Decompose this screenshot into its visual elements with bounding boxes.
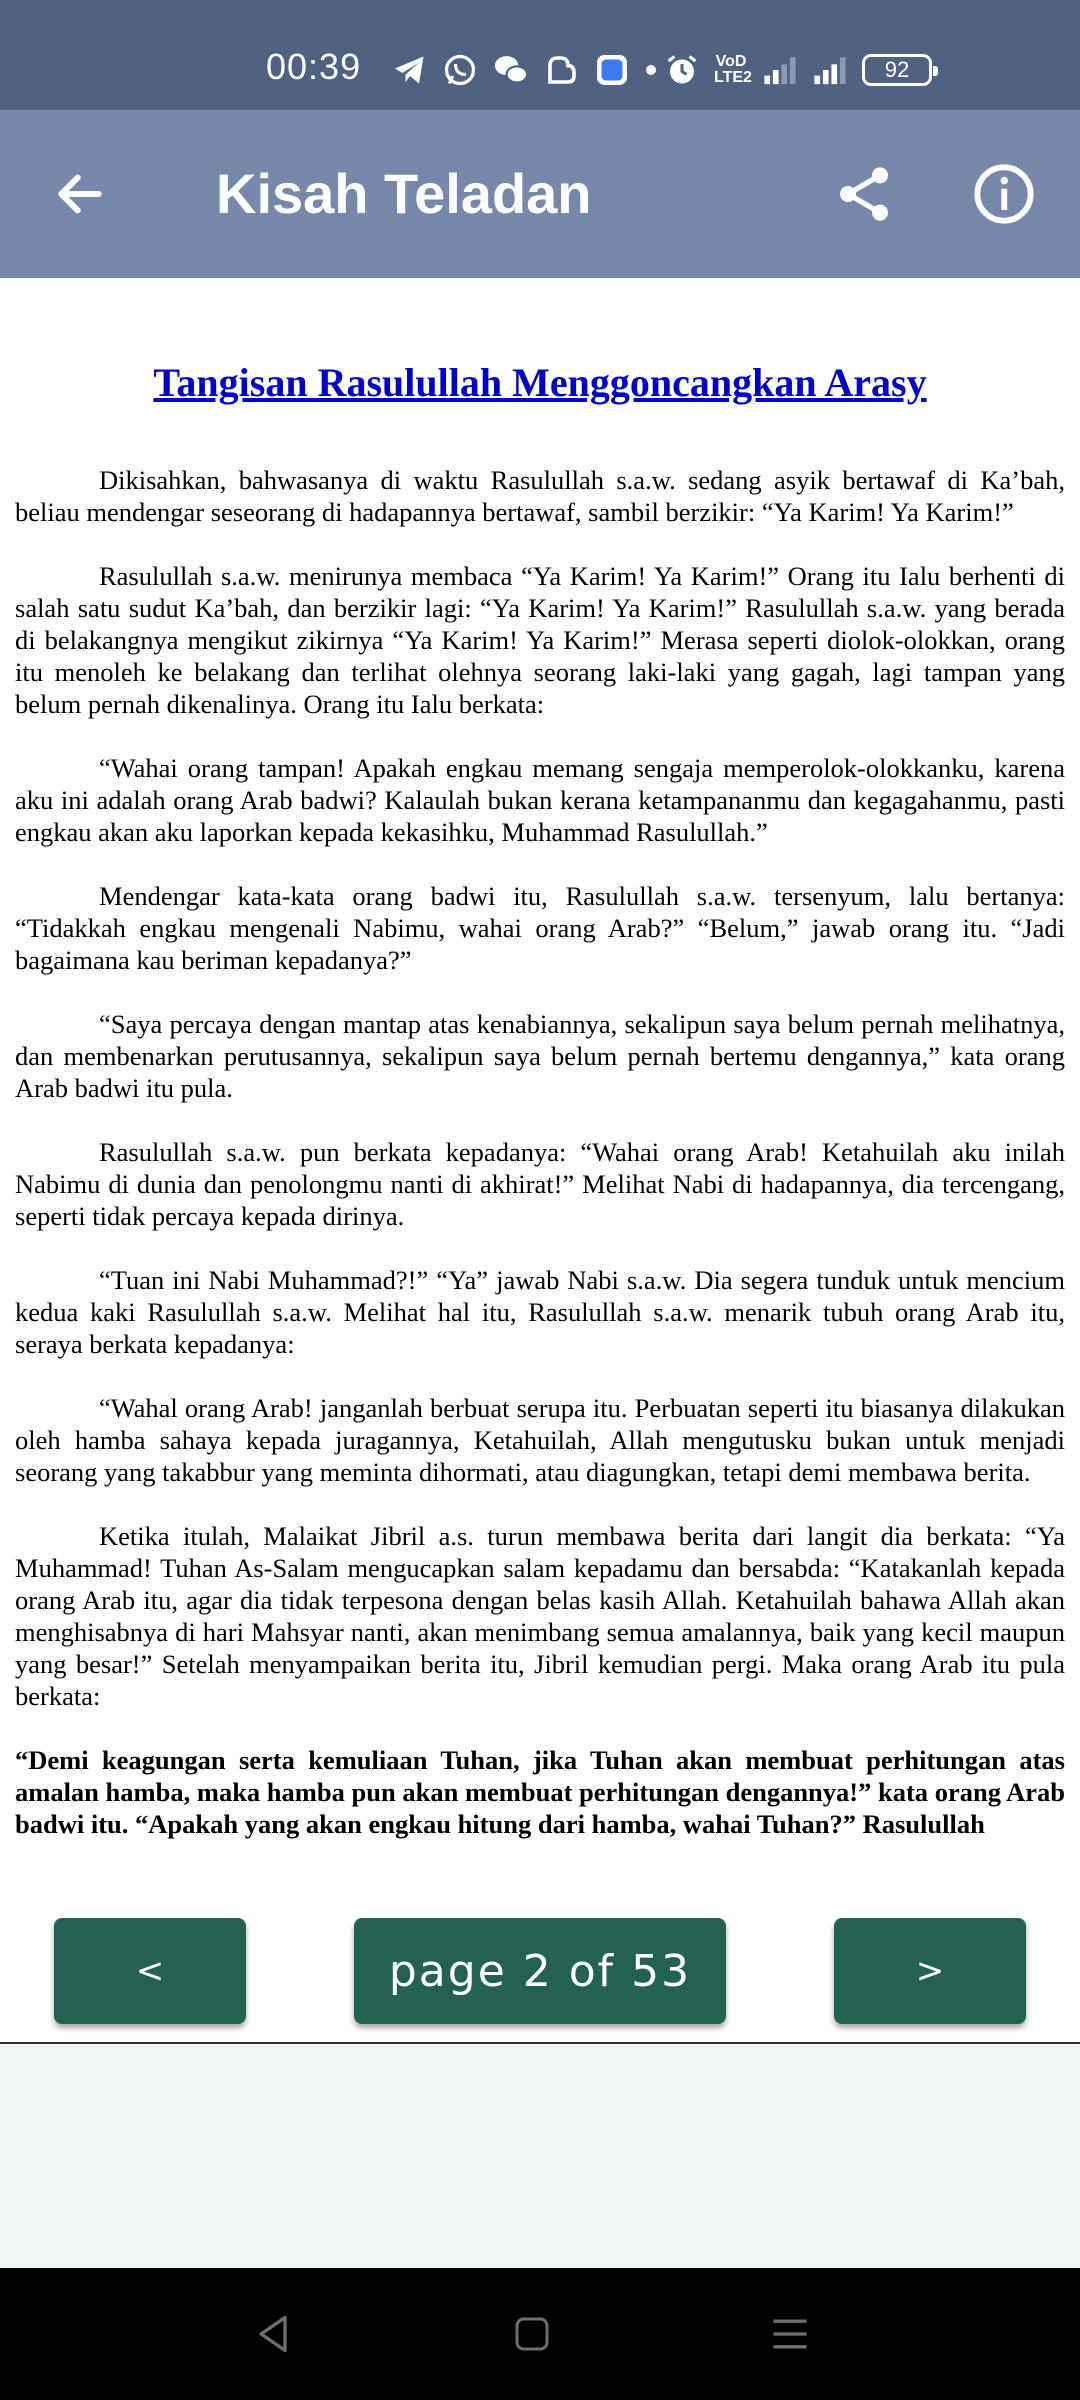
info-button[interactable] [970, 160, 1038, 228]
previous-page-button[interactable]: < [54, 1918, 246, 2024]
article-paragraph: Mendengar kata-kata orang badwi itu, Rasulullah s.a.w. tersenyum, lalu bertanya: “Tidakkah engkau mengenali Nabimu, wahai orang Arab?” “Belum,” jawab orang itu. “Jadi bagaimana kau beriman kepadanya?” [15, 881, 1065, 975]
next-page-button[interactable]: > [834, 1918, 1026, 2024]
article-paragraph-bold: “Demi keagungan serta kemuliaan Tuhan, jika Tuhan akan membuat perhitungan atas amalan hamba, maka hamba pun akan membuat perhitungan dengannya!” kata orang Arab badwi itu. “Apakah yang akan engkau hitung dari hamba, wahai Tuhan?” Rasulullah [15, 1745, 1065, 1839]
arrow-back-icon [52, 166, 108, 222]
dot-icon [644, 52, 658, 88]
nav-back-icon [252, 2312, 296, 2356]
alarm-icon [664, 52, 700, 88]
system-icons [664, 50, 932, 90]
signal-icon [812, 53, 848, 87]
volte-icon [714, 53, 752, 86]
nav-menu-icon [768, 2312, 812, 2356]
status-time: 00:39 [266, 46, 362, 87]
nav-home-icon [512, 2314, 552, 2354]
signal-icon [762, 53, 798, 87]
article-paragraph: “Wahal orang Arab! janganlah berbuat serupa itu. Perbuatan seperti itu biasanya dilakukan oleh hamba sahaya kepada juragannya, Ketahuilah, Allah mengutusku bukan untuk menjadi seorang yang takabbur yang meminta dihormati, atau diagungkan, tetapi demi membawa berita. [15, 1393, 1065, 1487]
share-icon [832, 162, 896, 226]
page-indicator-button[interactable]: page 2 of 53 [354, 1918, 726, 2024]
telegram-icon [392, 52, 428, 88]
article-content[interactable] [0, 278, 1080, 1898]
volte-bottom-label: LTE2 [714, 69, 752, 86]
article-paragraph: “Wahai orang tampan! Apakah engkau memang sengaja memperolok-olokkanku, karena aku ini adalah orang Arab badwi? Kalaulah bukan kerana ketampananmu dan kegagahanmu, pasti engkau akan aku laporkan kepada kekasihku, Muhammad Rasulullah.” [15, 753, 1065, 847]
article-paragraph: Ketika itulah, Malaikat Jibril a.s. turun membawa berita dari langit dia berkata: “Ya Muhammad! Tuhan As-Salam mengucapkan salam kepadamu dan bersabda: “Katakanlah kepada orang Arab itu, agar dia tidak terpesona dengan belas kasih Allah. Ketahuilah bahawa Allah akan menghisabnya di hari Mahsyar nanti, akan menimbang semua amalannya, baik yang kecil maupun yang besar!” Setelah menyampaikan berita itu, Jibril kemudian pergi. Maka orang Arab itu pula berkata: [15, 1521, 1065, 1711]
back-button[interactable] [46, 160, 114, 228]
status-bar [0, 0, 1080, 110]
info-icon [972, 162, 1036, 226]
battery-icon [862, 54, 932, 86]
app-bar [0, 110, 1080, 278]
app-title: Kisah Teladan [216, 162, 592, 225]
article-paragraph: Dikisahkan, bahwasanya di waktu Rasulullah s.a.w. sedang asyik bertawaf di Ka’bah, beliau mendengar seseorang di hadapannya bertawaf, sambil berzikir: “Ya Karim! Ya Karim!” [15, 465, 1065, 527]
nav-back-button[interactable] [248, 2308, 300, 2360]
blank-area [0, 2046, 1080, 2268]
battery-level: 92 [884, 57, 910, 82]
article-paragraph: “Tuan ini Nabi Muhammad?!” “Ya” jawab Nabi s.a.w. Dia segera tunduk untuk mencium kedua kaki Rasulullah s.a.w. Melihat hal itu, Rasulullah s.a.w. menarik tubuh orang Arab itu, seraya berkata kepadanya: [15, 1265, 1065, 1359]
article-title: Tangisan Rasulullah Menggoncangkan Arasy [153, 360, 927, 405]
share-button[interactable] [830, 160, 898, 228]
volte-top-label: VoD [715, 53, 747, 70]
wechat-icon [492, 52, 530, 88]
article-paragraph: “Saya percaya dengan mantap atas kenabiannya, sekalipun saya belum pernah melihatnya, dan membenarkan perutusannya, sekalipun saya belum pernah bertemu dengannya,” kata orang Arab badwi itu pula. [15, 1009, 1065, 1103]
notification-icons [392, 50, 658, 90]
whatsapp-icon [442, 52, 478, 88]
nav-home-button[interactable] [506, 2308, 558, 2360]
navigation-bar [0, 2268, 1080, 2400]
article-paragraph: Rasulullah s.a.w. pun berkata kepadanya: “Wahai orang Arab! Ketahuilah aku inilah Nabimu di dunia dan penolongmu nanti di akhirat!” Melihat Nabi di hadapannya, dia tercengang, seperti tidak percaya kepada dirinya. [15, 1137, 1065, 1231]
article-body [15, 464, 1065, 1840]
nav-menu-button[interactable] [764, 2308, 816, 2360]
app-icon [544, 52, 580, 88]
article-paragraph: Rasulullah s.a.w. menirunya membaca “Ya Karim! Ya Karim!” Orang itu Ialu berhenti di salah satu sudut Ka’bah, dan berzikir lagi: “Ya Karim! Ya Karim!” Rasulullah s.a.w. yang berada di belakangnya mengikut zikirnya “Ya Karim! Ya Karim!” Merasa seperti diolok-olokkan, orang itu menoleh ke belakang dan terlihat olehnya seorang laki-laki yang gagah, lagi tampan yang belum pernah dikenalinya. Orang itu Ialu berkata: [15, 561, 1065, 719]
pager [0, 1898, 1080, 2044]
app-icon-blue [594, 52, 630, 88]
